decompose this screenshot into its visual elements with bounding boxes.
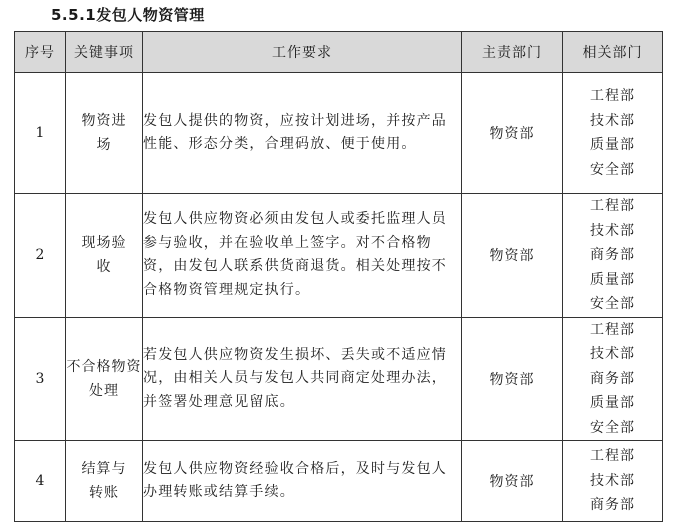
row-seq: 2 — [15, 194, 66, 318]
row-lead-dept: 物资部 — [462, 194, 563, 318]
related-dept-item: 工程部 — [590, 198, 635, 214]
table-row — [15, 194, 663, 318]
row-seq: 4 — [15, 441, 66, 522]
related-dept-item: 安全部 — [590, 161, 635, 178]
related-dept-item: 工程部 — [590, 321, 635, 338]
header-key-item: 关键事项 — [66, 32, 143, 73]
row-requirement: 若发包人供应物资发生损坏、丢失或不适应情况，由相关人员与发包人共同商定处理办法，并签署处理意见留底。 — [143, 317, 462, 441]
table-header-row — [15, 32, 663, 73]
row-lead-dept: 物资部 — [462, 317, 563, 441]
table-row — [15, 73, 663, 194]
row-seq: 3 — [15, 317, 66, 441]
table-body — [15, 73, 663, 522]
row-lead-dept: 物资部 — [462, 441, 563, 522]
section-title: 5.5.1发包人物资管理 — [51, 6, 205, 24]
row-key-item: 不合格物资处理 — [66, 317, 143, 441]
related-dept-item: 技术部 — [590, 222, 635, 239]
related-dept-item: 安全部 — [590, 419, 635, 436]
row-seq: 1 — [15, 73, 66, 194]
row-key-item: 现场验收 — [66, 194, 143, 318]
row-key-item: 结算与转账 — [66, 441, 143, 522]
row-requirement: 发包人供应物资必须由发包人或委托监理人员参与验收，并在验收单上签字。对不合格物资，由发包人联系供货商退货。相关处理按不合格物资管理规定执行。 — [143, 194, 462, 318]
related-dept-item: 工程部 — [590, 88, 635, 104]
related-dept-item: 商务部 — [590, 370, 635, 387]
row-lead-dept: 物资部 — [462, 73, 563, 194]
related-dept-item: 质量部 — [590, 271, 635, 288]
related-dept-item: 技术部 — [590, 112, 635, 129]
related-dept-item: 质量部 — [590, 395, 635, 411]
table-row — [15, 441, 663, 522]
row-key-item: 物资进场 — [66, 73, 143, 194]
related-dept-item: 质量部 — [590, 137, 635, 153]
header-lead-dept: 主责部门 — [462, 32, 563, 73]
related-dept-item: 商务部 — [590, 497, 635, 514]
row-related-depts — [563, 194, 663, 318]
related-dept-item: 工程部 — [590, 448, 635, 465]
row-requirement: 发包人提供的物资，应按计划进场，并按产品性能、形态分类，合理码放、便于使用。 — [143, 73, 462, 194]
related-dept-item: 安全部 — [590, 296, 635, 312]
header-requirement: 工作要求 — [143, 32, 462, 73]
row-requirement: 发包人供应物资经验收合格后，及时与发包人办理转账或结算手续。 — [143, 441, 462, 522]
related-dept-item: 技术部 — [590, 472, 635, 489]
material-management-table — [14, 31, 663, 522]
row-related-depts — [563, 317, 663, 441]
related-dept-item: 商务部 — [590, 247, 635, 263]
table-row — [15, 317, 663, 441]
row-related-depts — [563, 73, 663, 194]
header-related-dept: 相关部门 — [563, 32, 663, 73]
related-dept-item: 技术部 — [590, 346, 635, 362]
header-seq: 序号 — [15, 32, 66, 73]
row-related-depts — [563, 441, 663, 522]
